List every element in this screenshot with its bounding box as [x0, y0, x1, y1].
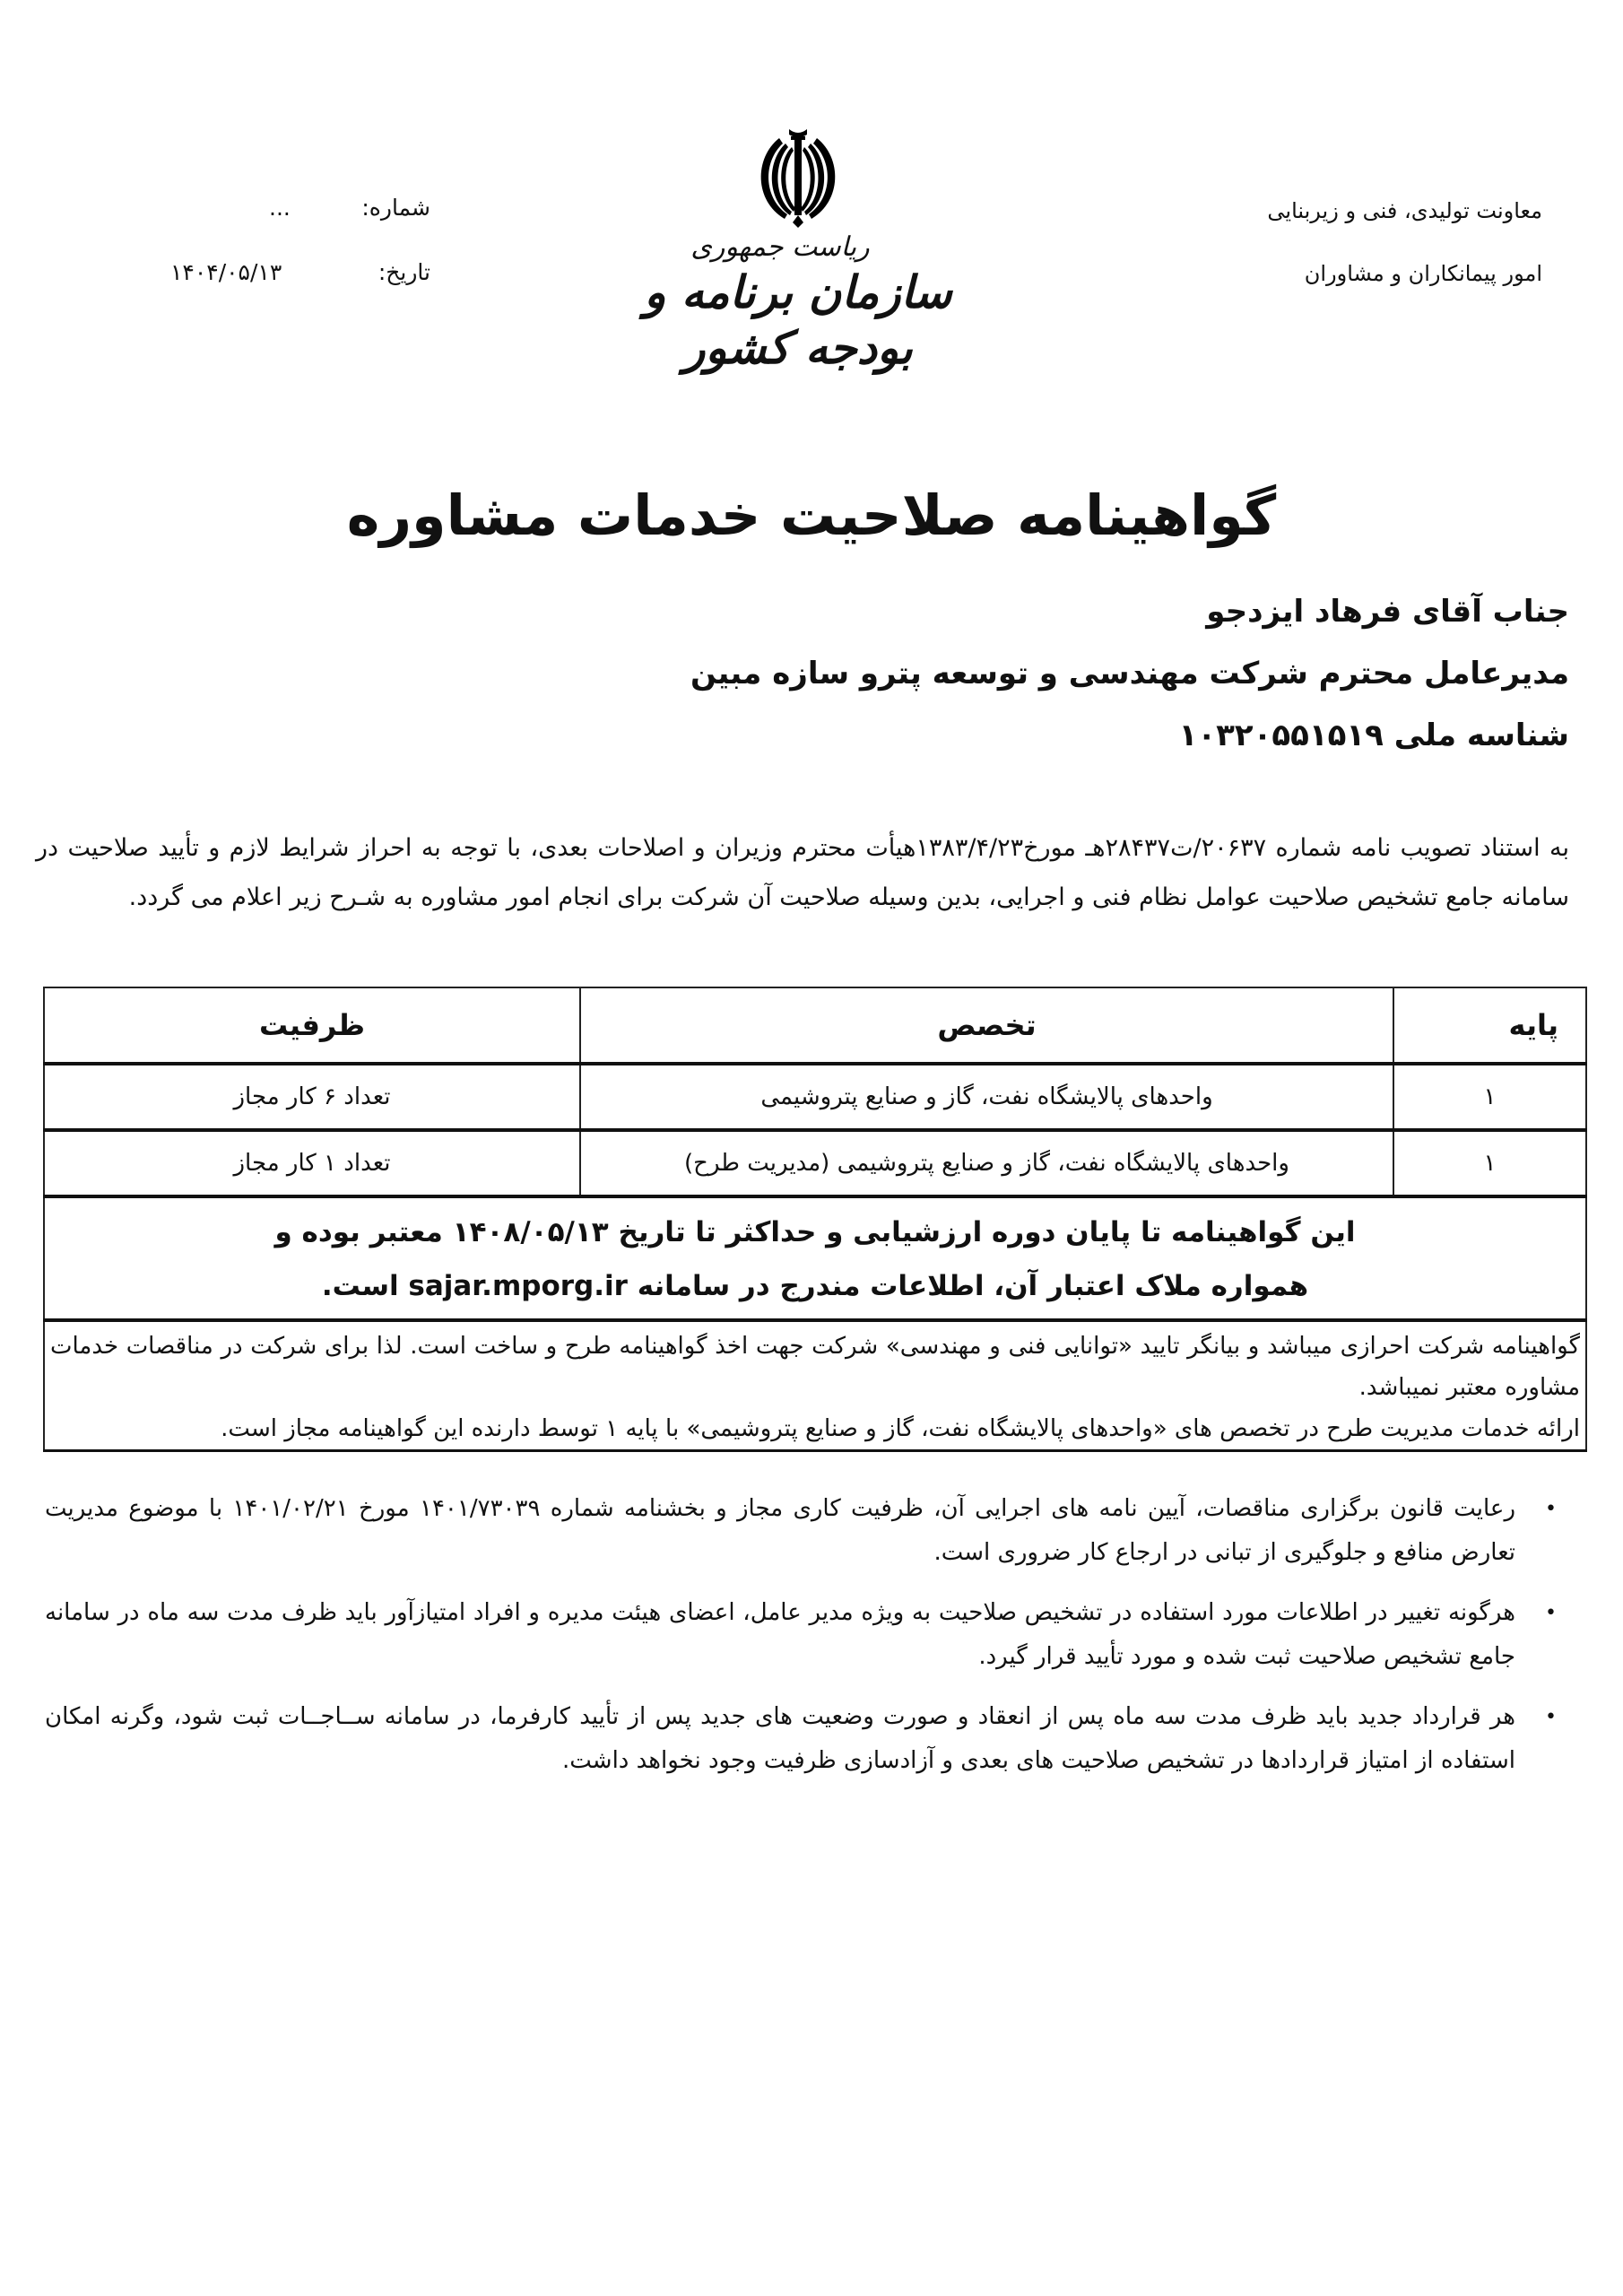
table-header-row — [44, 987, 1586, 1064]
national-id: شناسه ملی ۱۰۳۲۰۵۵۱۵۱۹ — [1178, 718, 1569, 753]
addressee-block — [493, 581, 1569, 767]
qualification-table — [43, 987, 1587, 1452]
addressee-position: مدیرعامل محترم شرکت مهندسی و توسعه پترو سازه مبین — [690, 656, 1569, 691]
logo-subtitle: ریاست جمهوری — [690, 231, 870, 263]
list-item — [45, 1591, 1569, 1679]
conditions-list — [45, 1487, 1569, 1799]
validity-note-row — [44, 1196, 1586, 1320]
cell-base: ۱ — [1393, 1064, 1586, 1130]
cell-base: ۱ — [1393, 1130, 1586, 1196]
letter-number-row — [170, 176, 430, 240]
validity-note — [44, 1196, 1586, 1320]
list-item — [45, 1695, 1569, 1783]
list-item-text: هرگونه تغییر در اطلاعات مورد استفاده در تشخیص صلاحیت به ویژه مدیر عامل، اعضای هیئت مدیره و افراد امتیازآور باید ظرف مدت سه ماه در سامانه جامع تشخیص صلاحیت ثبت شده و مورد تأیید قرار گیرد. — [45, 1599, 1515, 1670]
cell-specialty: واحدهای پالایشگاه نفت، گاز و صنایع پتروشیمی (مدیریت طرح) — [580, 1130, 1393, 1196]
remark-cell — [44, 1320, 1586, 1451]
table-row — [44, 1130, 1586, 1196]
certificate-title: گواهینامه صلاحیت خدمات مشاوره — [346, 483, 1277, 548]
intro-paragraph: به استناد تصویب نامه شماره ۲۰۶۳۷/ت۲۸۴۳۷هـ مورخ۱۳۸۳/۴/۲۳هیأت محترم وزیران و اصلاحات بعدی، با توجه به احراز شرایط لازم و تأیید صلاحیت در سامانه جامع تشخیص صلاحیت عوامل نظام فنی و اجرایی، بدین وسیله صلاحیت آن شرکت برای انجام امور مشاوره به شـرح زیر اعلام می گردد. — [36, 834, 1569, 911]
list-item-text: رعایت قانون برگزاری مناقصات، آیین نامه های اجرایی آن، ظرفیت کاری مجاز و بخشنامه شماره ۱۴۰۱/۷۳۰۳۹ مورخ ۱۴۰۱/۰۲/۲۱ با موضوع مدیریت تعارض منافع و جلوگیری از تبانی در ارجاع کار ضروری است. — [45, 1495, 1515, 1566]
bullet-icon: • — [1545, 1706, 1557, 1728]
cell-specialty: واحدهای پالایشگاه نفت، گاز و صنایع پتروشیمی — [580, 1064, 1393, 1130]
table-row — [44, 1064, 1586, 1130]
letter-date-row — [170, 240, 430, 305]
bullet-icon: • — [1545, 1498, 1557, 1520]
cell-capacity: تعداد ۶ کار مجاز — [44, 1064, 580, 1130]
letter-number-value: ... — [269, 195, 291, 221]
header-specialty: تخصص — [580, 987, 1393, 1064]
remark-row — [44, 1320, 1586, 1451]
list-item-text: هر قرارداد جدید باید ظرف مدت سه ماه پس از انعقاد و صورت وضعیت های جدید پس از تأیید کارفرما، در سامانه ســاجــات ثبت شود، وگرنه امکان استفاده از امتیاز قراردادها در تشخیص صلاحیت های بعدی و آزادسازی ظرفیت وجود نخواهد داشت. — [45, 1703, 1515, 1774]
letter-number-label: شماره: — [361, 195, 430, 221]
organization-logo — [610, 126, 986, 374]
header-base: پایه — [1393, 987, 1586, 1064]
bullet-icon: • — [1545, 1602, 1557, 1624]
list-item — [45, 1487, 1569, 1575]
validity-note-line-1: این گواهینامه تا پایان دوره ارزشیابی و حداکثر تا تاریخ ۱۴۰۸/۰۵/۱۳ معتبر بوده و — [274, 1216, 1356, 1248]
letter-date-label: تاریخ: — [378, 259, 430, 285]
department-line-2: امور پیمانکاران و مشاوران — [1304, 261, 1542, 286]
header-capacity: ظرفیت — [44, 987, 580, 1064]
letter-date-value: ۱۴۰۴/۰۵/۱۳ — [170, 259, 282, 285]
remark-paragraph-2: ارائه خدمات مدیریت طرح در تخصص های «واحدهای پالایشگاه نفت، گاز و صنایع پتروشیمی» با پایه ۱ توسط دارنده این گواهینامه مجاز است. — [221, 1415, 1580, 1442]
cell-capacity: تعداد ۱ کار مجاز — [44, 1130, 580, 1196]
remark-paragraph-1: گواهینامه شرکت احرازی میباشد و بیانگر تایید «توانایی فنی و مهندسی» شرکت جهت اخذ گواهینامه طرح و ساخت است. لذا برای شرکت در مناقصات خدمات مشاوره معتبر نمیباشد. — [50, 1333, 1580, 1401]
iran-emblem-icon — [749, 126, 847, 229]
addressee-name: جناب آقای فرهاد ایزدجو — [1206, 594, 1569, 630]
department-block — [1166, 179, 1542, 305]
letter-meta — [170, 176, 430, 305]
logo-organization-name: سازمان برنامه و بودجه کشور — [644, 265, 952, 374]
department-line-1: معاونت تولیدی، فنی و زیربنایی — [1267, 198, 1542, 223]
validity-note-line-2: همواره ملاک اعتبار آن، اطلاعات مندرج در سامانه sajar.mporg.ir است. — [321, 1270, 1309, 1302]
